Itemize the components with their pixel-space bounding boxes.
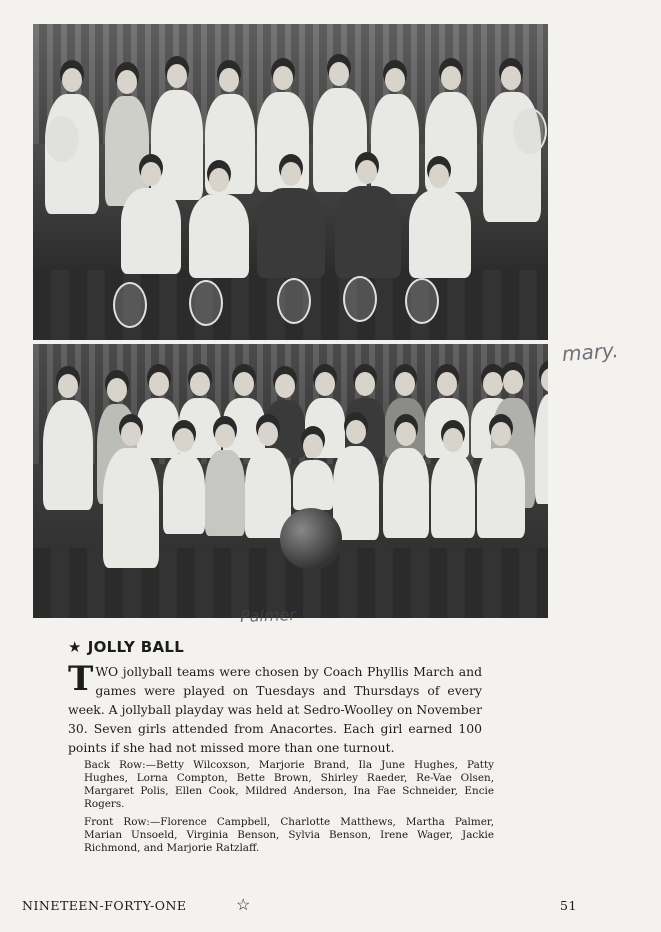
tennis-racket-icon xyxy=(513,108,547,154)
kneeling-player xyxy=(477,448,525,538)
player-head xyxy=(346,420,366,444)
player-head xyxy=(209,168,229,192)
player-head xyxy=(281,162,301,186)
player-head xyxy=(503,370,523,394)
player-head xyxy=(357,160,377,184)
tennis-racket-icon xyxy=(45,116,79,162)
player-head xyxy=(190,372,210,396)
player-head xyxy=(396,422,416,446)
kneeling-player xyxy=(409,190,471,278)
player-head xyxy=(174,428,194,452)
standing-player xyxy=(535,394,548,504)
player-head xyxy=(62,68,82,92)
kneeling-player xyxy=(189,194,249,278)
standing-player xyxy=(43,400,93,510)
kneeling-player xyxy=(205,450,245,536)
player-head xyxy=(443,428,463,452)
kneeling-player xyxy=(163,454,205,534)
tennis-racket-icon xyxy=(405,278,439,324)
player-head xyxy=(315,372,335,396)
footer-star-icon: ☆ xyxy=(236,895,251,914)
standing-player xyxy=(371,94,419,194)
player-head xyxy=(234,372,254,396)
jollyball-ball xyxy=(280,508,342,570)
kneeling-player xyxy=(383,448,429,538)
kneeling-player xyxy=(293,460,333,510)
tennis-racket-icon xyxy=(113,282,147,328)
tennis-racket-icon xyxy=(343,276,377,322)
standing-player xyxy=(151,90,203,200)
tennis-team-photo xyxy=(33,24,548,340)
section-title: JOLLY BALL xyxy=(87,638,185,656)
player-head xyxy=(385,68,405,92)
player-head xyxy=(141,162,161,186)
player-head xyxy=(219,68,239,92)
handwritten-signature: Palmer xyxy=(239,605,297,626)
player-head xyxy=(107,378,127,402)
player-head xyxy=(483,372,503,396)
standing-player xyxy=(137,398,179,458)
player-head xyxy=(501,66,521,90)
kneeling-player xyxy=(103,448,159,568)
kneeling-player xyxy=(257,188,325,278)
player-head xyxy=(117,70,137,94)
player-head xyxy=(121,422,141,446)
drop-cap: T xyxy=(68,659,94,699)
article-text: WO jollyball teams were chosen by Coach Phyllis March and games were played on Tuesdays and Thursdays of every week. A jollyball playday was held at Sedro-Woolley on November 30. Seven girls attended from Anacortes. Each girl earned 100 points if she had not missed more than one turnout. xyxy=(68,664,482,755)
handwritten-note: mary. xyxy=(561,338,620,366)
player-head xyxy=(275,374,295,398)
player-head xyxy=(429,164,449,188)
tennis-racket-icon xyxy=(277,278,311,324)
star-icon: ★ xyxy=(68,638,82,656)
player-head xyxy=(395,372,415,396)
article-body xyxy=(68,659,482,757)
kneeling-player xyxy=(335,186,401,278)
kneeling-player xyxy=(121,188,181,274)
front-row-caption: Front Row:—Florence Campbell, Charlotte Matthews, Martha Palmer, Marian Unsoeld, Virginia Benson, Sylvia Benson, Irene Wager, Jackie Richmond, and Marjorie Ratzlaff. xyxy=(84,816,494,854)
player-head xyxy=(215,424,235,448)
player-head xyxy=(355,372,375,396)
player-head xyxy=(258,422,278,446)
player-head xyxy=(329,62,349,86)
player-head xyxy=(149,372,169,396)
player-head xyxy=(167,64,187,88)
player-head xyxy=(273,66,293,90)
player-head xyxy=(491,422,511,446)
player-head xyxy=(441,66,461,90)
kneeling-player xyxy=(333,446,379,540)
tennis-racket-icon xyxy=(189,280,223,326)
kneeling-player xyxy=(431,454,475,538)
page-number: 51 xyxy=(560,898,577,913)
player-head xyxy=(303,434,323,458)
footer-year: NINETEEN-FORTY-ONE xyxy=(22,898,187,913)
section-heading xyxy=(68,638,184,656)
back-row-caption: Back Row:—Betty Wilcoxson, Marjorie Brand, Ila June Hughes, Patty Hughes, Lorna Compton, Bette Brown, Shirley Raeder, Re-Vae Olsen, Margaret Polis, Ellen Cook, Mildred Anderson, Ina Fae Schneider, Encie Rogers. xyxy=(84,759,494,810)
player-head xyxy=(58,374,78,398)
jollyball-team-photo xyxy=(33,344,548,618)
player-head xyxy=(437,372,457,396)
